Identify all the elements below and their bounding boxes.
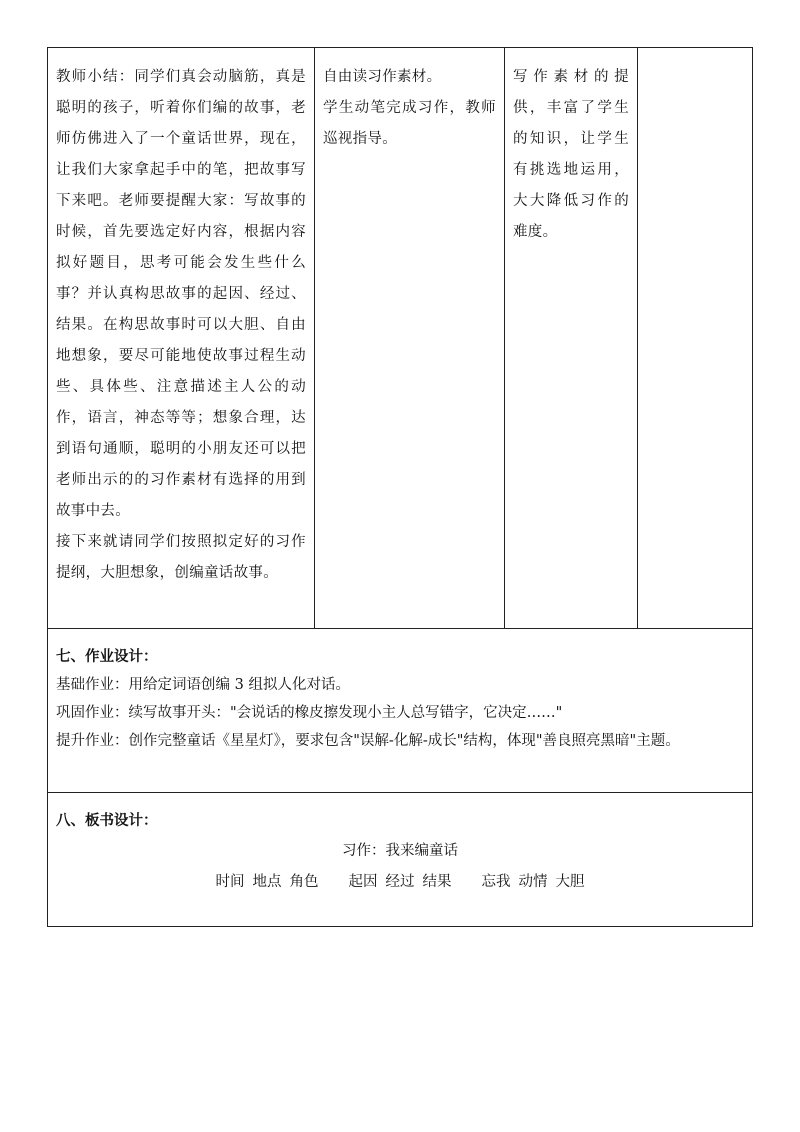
- keyword-group-elements: [216, 867, 319, 897]
- keyword-group-attitude: [482, 867, 585, 897]
- homework-consolidate: 巩固作业：续写故事开头："会说话的橡皮擦发现小主人总写错字，它决定……": [56, 705, 563, 721]
- keyword: 起因: [348, 874, 378, 890]
- teacher-instruction-paragraph: 接下来就请同学们按照拟定好的习作提纲，大胆想象，创编童话故事。: [56, 534, 306, 581]
- student-activity-cell: [315, 48, 505, 628]
- homework-basic: 基础作业：用给定词语创编 3 组拟人化对话。: [56, 677, 350, 693]
- keyword-group-structure: [349, 867, 452, 897]
- student-activity-line: 自由读习作素材。: [323, 69, 442, 85]
- student-activity-line: 学生动笔完成习作，教师巡视指导。: [323, 100, 496, 147]
- homework-section: [48, 629, 752, 793]
- homework-advanced: 提升作业：创作完整童话《星星灯》，要求包含"误解-化解-成长"结构，体现"善良照亮黑暗"主题。: [56, 733, 680, 749]
- keyword: 动情: [518, 874, 548, 890]
- lesson-plan-table: [47, 47, 753, 927]
- keyword: 大胆: [555, 874, 585, 890]
- teaching-process-row: [48, 48, 752, 629]
- design-intent-cell: [505, 48, 638, 628]
- blackboard-section: [48, 793, 752, 926]
- keyword: 经过: [385, 874, 415, 890]
- keyword: 地点: [252, 874, 282, 890]
- blackboard-keywords: [56, 867, 744, 897]
- homework-title: 七、作业设计：: [56, 649, 158, 665]
- blackboard-title: 八、板书设计：: [56, 813, 158, 829]
- teacher-summary-paragraph: 教师小结：同学们真会动脑筋，真是聪明的孩子，听着你们编的故事，老师仿佛进入了一个童话世界，现在，让我们大家拿起手中的笔，把故事写下来吧。老师要提醒大家：写故事的时候，首先要选定好内容，根据内容拟好题目，思考可能会发生些什么事？并认真构思故事的起因、经过、结果。在构思故事时可以大胆、自由地想象，要尽可能地使故事过程生动些、具体些、注意描述主人公的动作，语言，神态等等；想象合理，达到语句通顺，聪明的小朋友还可以把老师出示的的习作素材有选择的用到故事中去。: [56, 69, 306, 519]
- keyword: 角色: [289, 874, 319, 890]
- keyword: 忘我: [481, 874, 511, 890]
- keyword: 结果: [422, 874, 452, 890]
- design-intent-text: 写作素材的提供，丰富了学生的知识，让学生有挑选地运用，大大降低习作的难度。: [513, 69, 629, 240]
- notes-cell: [638, 48, 752, 628]
- keyword: 时间: [215, 874, 245, 890]
- blackboard-heading: 习作：我来编童话: [342, 843, 458, 859]
- teacher-activity-cell: [48, 48, 315, 628]
